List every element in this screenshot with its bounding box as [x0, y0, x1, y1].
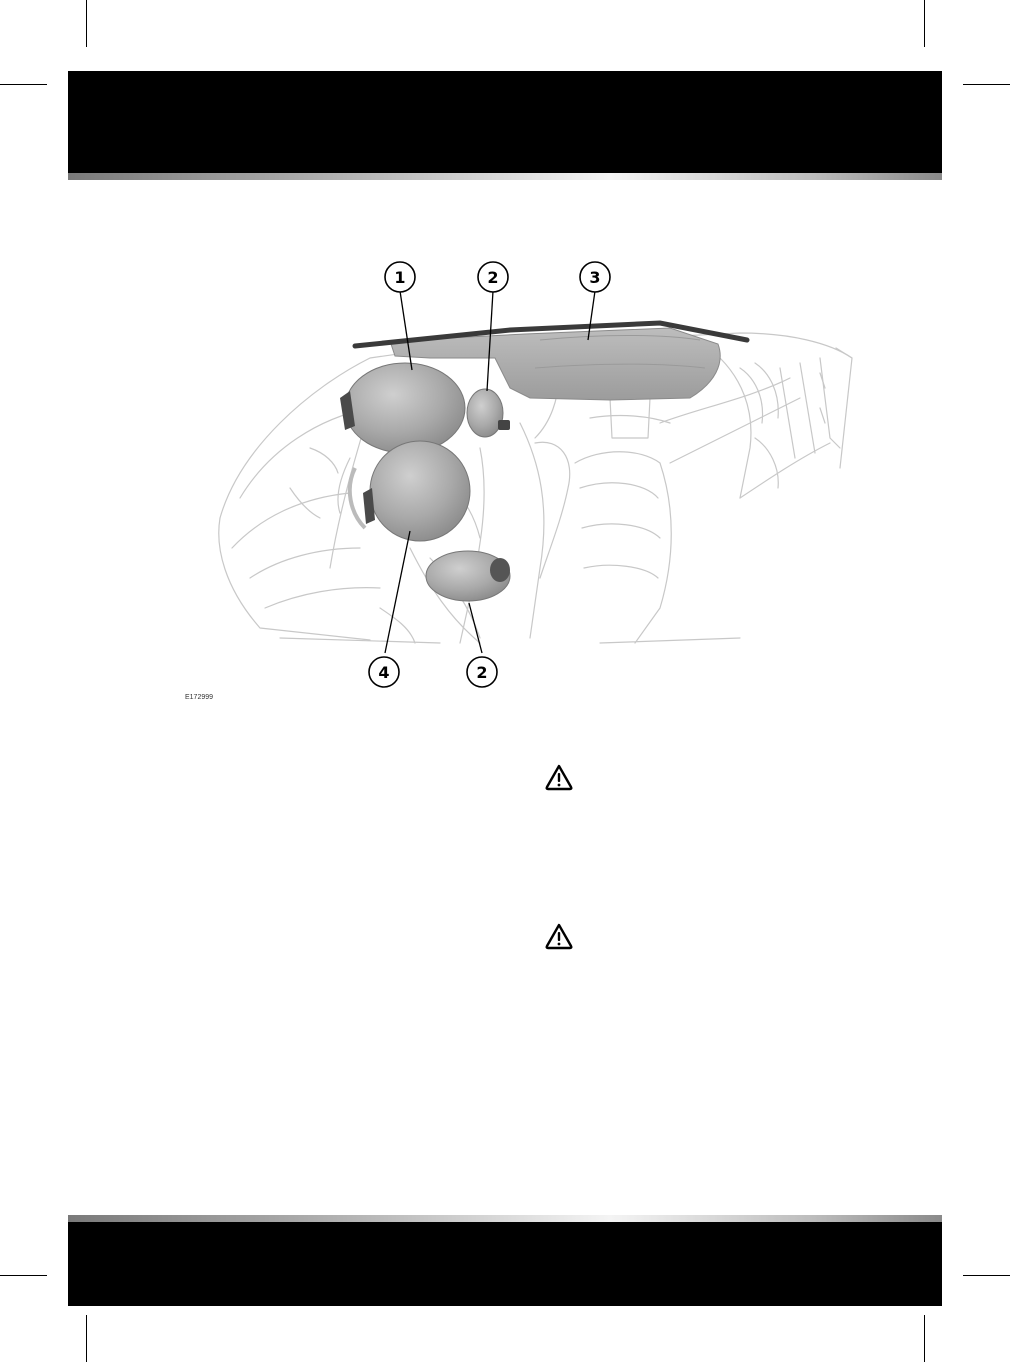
callout-leader: [400, 291, 412, 370]
seat-side-airbag-module: [490, 558, 510, 582]
callout-label: 1: [394, 268, 406, 287]
footer-gradient-rule: [68, 1215, 942, 1222]
crop-mark: [0, 84, 47, 85]
header-band: [68, 71, 942, 174]
crop-mark: [0, 1275, 47, 1276]
callout-4: [369, 657, 399, 687]
footer-band: [68, 1222, 942, 1306]
crop-mark: [963, 1275, 1010, 1276]
driver-side-airbag: [467, 389, 503, 437]
callout-label: 2: [476, 663, 488, 682]
warning-triangle-icon: [544, 763, 574, 791]
callout-label: 4: [378, 663, 390, 682]
callout-2-lower: [467, 657, 497, 687]
warning-triangle-icon: [544, 922, 574, 950]
steering-wheel: [350, 468, 365, 528]
callout-1: [385, 262, 415, 292]
callout-leader: [469, 603, 482, 653]
header-gradient-rule: [68, 173, 942, 180]
callout-label: 2: [487, 268, 499, 287]
callout-leader: [385, 531, 410, 653]
crop-mark: [86, 0, 87, 47]
driver-front-airbag: [370, 441, 470, 541]
callout-3: [580, 262, 610, 292]
passenger-front-airbag: [345, 363, 465, 453]
crop-mark: [86, 1315, 87, 1362]
seat-side-module: [498, 420, 510, 430]
crop-mark: [924, 0, 925, 47]
crop-mark: [924, 1315, 925, 1362]
callout-2: [478, 262, 508, 292]
figure-code: E172999: [185, 694, 214, 701]
callout-label: 3: [589, 268, 601, 287]
airbag-locations-illustration: [180, 248, 872, 706]
crop-mark: [963, 84, 1010, 85]
